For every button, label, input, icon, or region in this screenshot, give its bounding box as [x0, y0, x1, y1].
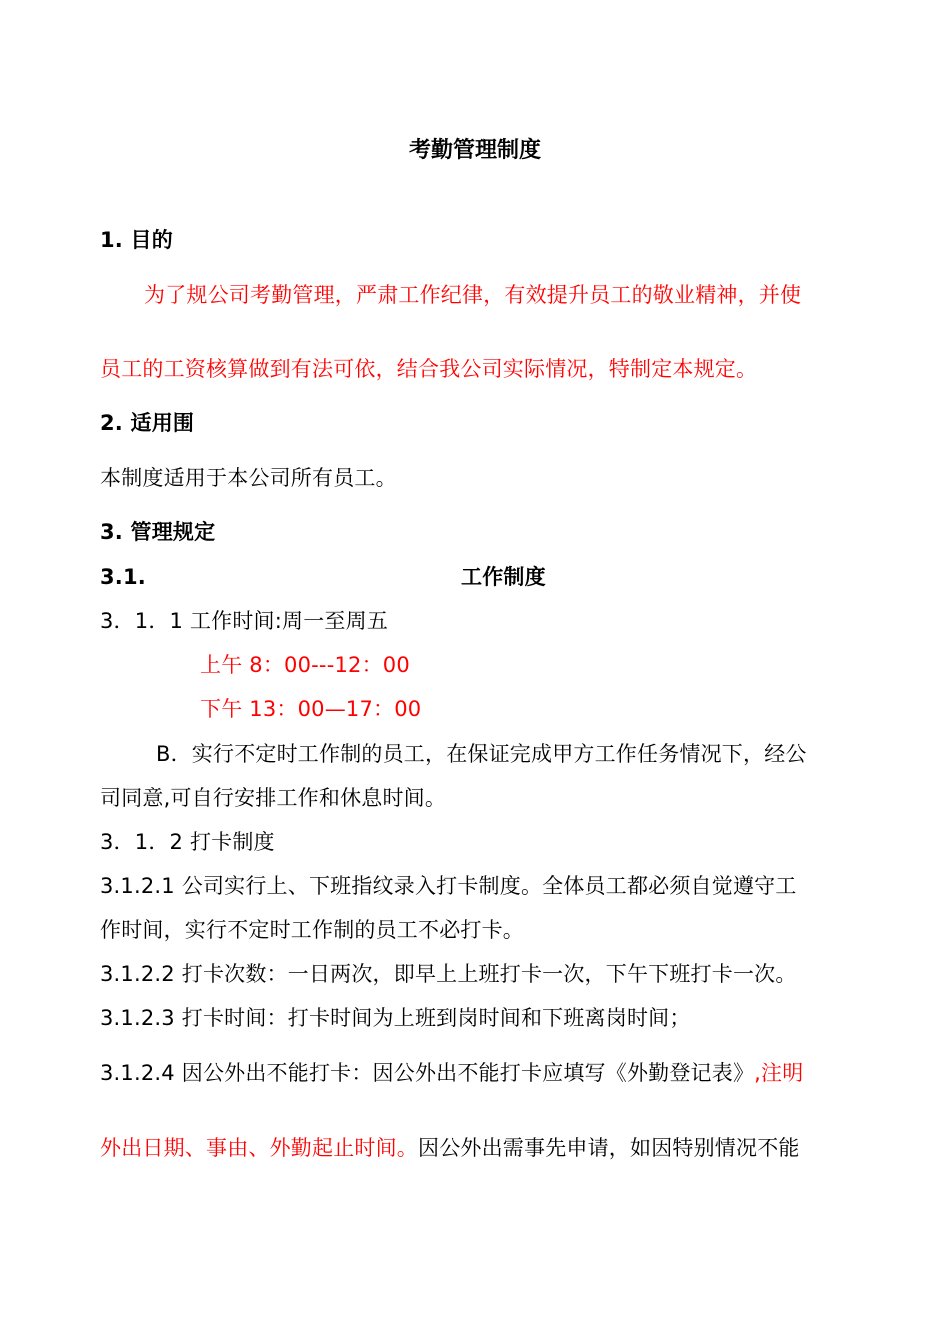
section-1-paragraph-line-2: 员工的工资核算做到有法可依，结合我公司实际情况，特制定本规定。 — [100, 357, 758, 381]
section-3-1-2-1-line-2: 作时间，实行不定时工作制的员工不必打卡。 — [100, 918, 524, 942]
section-3-1-1-work-time: 3．1．1 工作时间:周一至周五 — [100, 609, 389, 633]
section-1-paragraph-line-1: 为了规公司考勤管理，严肃工作纪律，有效提升员工的敬业精神，并使 — [144, 283, 802, 307]
section-3-1-2-heading: 3．1．2 打卡制度 — [100, 830, 275, 854]
section-3-1-2-4-highlight-continued: 外出日期、事由、外勤起止时间。 — [100, 1136, 418, 1160]
section-3-1-title: 工作制度 — [461, 565, 546, 589]
item-b-line-1: B．实行不定时工作制的员工，在保证完成甲方工作任务情况下，经公 — [156, 742, 807, 766]
item-b-line-2: 司同意,可自行安排工作和休息时间。 — [100, 786, 447, 810]
section-3-1-number: 3.1. — [100, 565, 146, 589]
section-1-heading: 1. 目的 — [100, 228, 173, 252]
section-3-1-2-4-text: 3.1.2.4 因公外出不能打卡：因公外出不能打卡应填写《外勤登记表》 — [100, 1061, 755, 1085]
morning-hours: 上午 8：00---12：00 — [200, 653, 410, 677]
section-3-1-2-1-line-1: 3.1.2.1 公司实行上、下班指纹录入打卡制度。全体员工都必须自觉遵守工 — [100, 874, 797, 898]
section-3-1-2-4-text-continued: 因公外出需事先申请，如因特别情况不能 — [418, 1136, 800, 1160]
section-3-1-2-4-highlight: ,注明 — [754, 1061, 804, 1085]
afternoon-hours: 下午 13：00—17：00 — [200, 697, 422, 721]
section-3-1-2-4-line-1 — [100, 1058, 803, 1088]
section-3-heading: 3. 管理规定 — [100, 520, 216, 544]
document-title: 考勤管理制度 — [408, 138, 541, 163]
section-2-heading: 2. 适用围 — [100, 411, 195, 435]
section-3-1-2-4-line-2 — [100, 1133, 800, 1163]
section-2-paragraph: 本制度适用于本公司所有员工。 — [100, 466, 397, 490]
section-3-1-2-2: 3.1.2.2 打卡次数：一日两次，即早上上班打卡一次，下午下班打卡一次。 — [100, 962, 797, 986]
section-3-1-2-3: 3.1.2.3 打卡时间：打卡时间为上班到岗时间和下班离岗时间； — [100, 1006, 691, 1030]
